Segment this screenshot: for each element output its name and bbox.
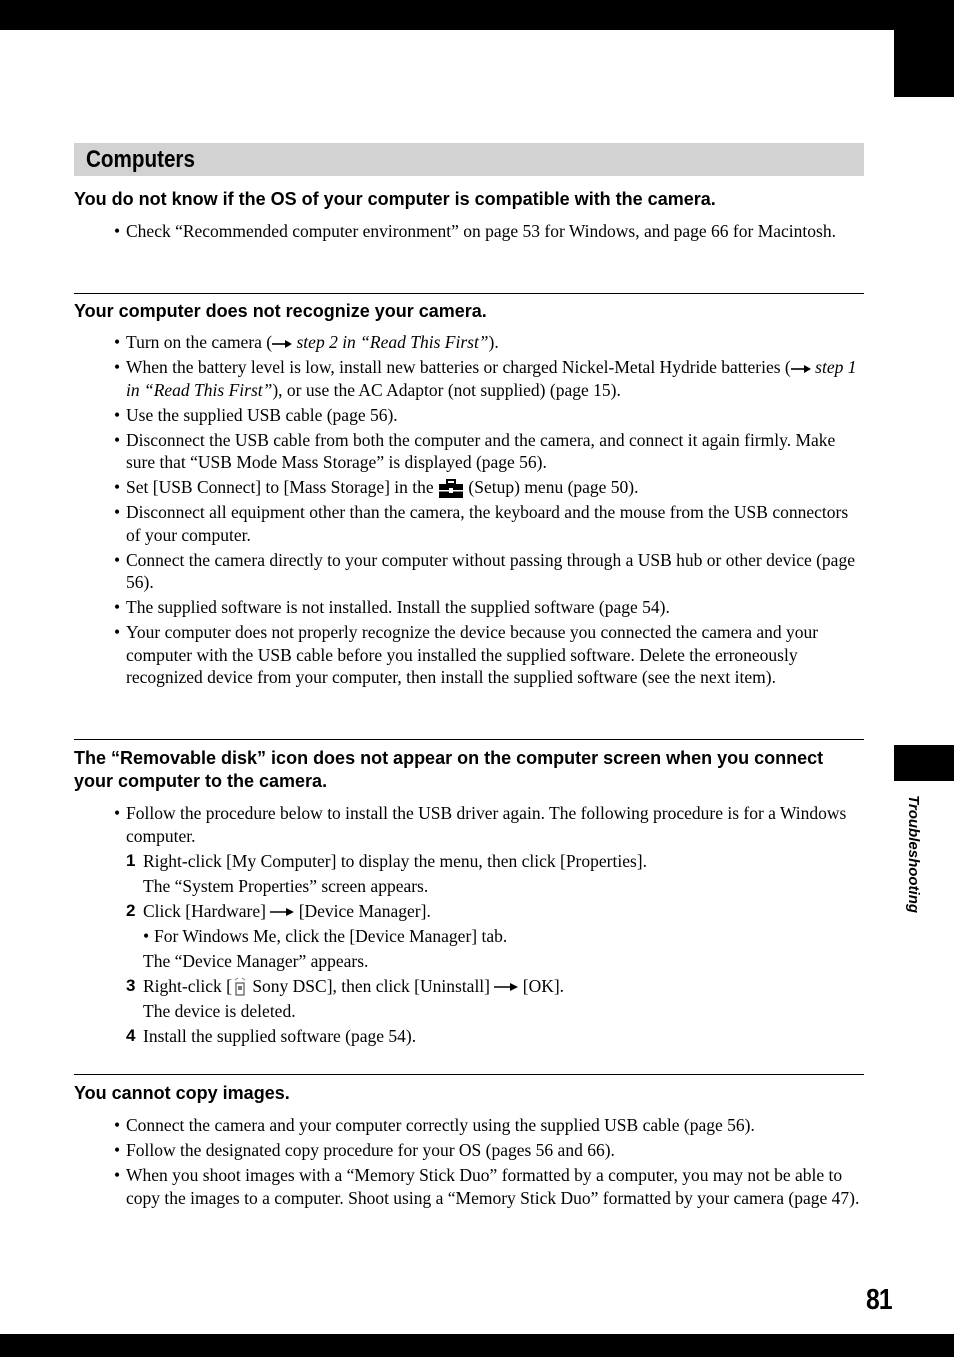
arrow-right-icon: [270, 907, 294, 917]
step-note: • For Windows Me, click the [Device Manager] tab.: [143, 925, 508, 946]
arrow-right-icon: [494, 982, 518, 992]
question-heading: You cannot copy images.: [74, 1083, 290, 1103]
section-title: Computers: [74, 143, 864, 176]
list-item: • Your computer does not properly recognize the device because you connected the camera and your computer with the USB cable before you installed the supplied software. Delete the erroneously recognized device from your computer, then install the supplied software (see the next item).: [114, 622, 819, 688]
arrow-right-icon: [791, 364, 811, 374]
list-item: • Connect the camera and your computer correctly using the supplied USB cable (page 56).: [114, 1115, 755, 1135]
list-item: • Follow the procedure below to install the USB driver again. The following procedure is for a Windows computer.: [114, 803, 847, 846]
procedure-step: 4 Install the supplied software (page 54).: [126, 1025, 417, 1046]
top-black-bar: [0, 0, 954, 30]
toolbox-icon: [438, 479, 464, 499]
list-item: • When you shoot images with a “Memory Stick Duo” formatted by a computer, you may not be able to copy the images to a computer. Shoot using a “Memory Stick Duo” formatted by your camera (page 47).: [114, 1165, 860, 1208]
list-item: • Turn on the camera ( step 2 in “Read This First”).: [114, 332, 499, 352]
chapter-label: Troubleshooting: [905, 795, 922, 914]
procedure-step: 2 Click [Hardware] [Device Manager].: [126, 900, 431, 921]
list-item: • Disconnect the USB cable from both the computer and the camera, and connect it again firmly. Make sure that “USB Mode Mass Storage” is displayed (page 56).: [114, 429, 836, 472]
question-os-compatibility: [74, 188, 864, 245]
camera-device-icon: [232, 977, 248, 997]
divider: [74, 739, 864, 740]
procedure-step: 3 Right-click [ Sony DSC], then click [Uninstall] [OK].: [126, 975, 565, 996]
question-heading: The “Removable disk” icon does not appear on the computer screen when you connect your computer to the camera.: [74, 748, 824, 791]
question-not-recognized: [74, 300, 864, 691]
divider: [74, 1074, 864, 1075]
list-item: • Disconnect all equipment other than the camera, the keyboard and the mouse from the USB connectors of your computer.: [114, 502, 849, 545]
list-item: • Set [USB Connect] to [Mass Storage] in the (Setup) menu (page 50).: [114, 477, 639, 497]
question-removable-disk: [74, 747, 864, 1050]
chapter-tab: [894, 745, 954, 781]
question-heading: Your computer does not recognize your camera.: [74, 301, 487, 321]
list-item: • Use the supplied USB cable (page 56).: [114, 404, 398, 425]
procedure-step: 1 Right-click [My Computer] to display the menu, then click [Properties].: [126, 850, 647, 871]
arrow-right-icon: [272, 339, 292, 349]
question-cannot-copy: [74, 1082, 864, 1212]
question-heading: You do not know if the OS of your computer is compatible with the camera.: [74, 189, 716, 209]
list-item: • The supplied software is not installed. Install the supplied software (page 54).: [114, 597, 670, 618]
step-result: The device is deleted.: [143, 1000, 296, 1021]
corner-tab: [894, 30, 954, 97]
step-result: The “System Properties” screen appears.: [143, 875, 429, 896]
page-number: 81: [866, 1284, 892, 1316]
bottom-black-bar: [0, 1334, 954, 1357]
list-item: • Follow the designated copy procedure for your OS (pages 56 and 66).: [114, 1140, 615, 1160]
step-result: The “Device Manager” appears.: [143, 950, 369, 971]
list-item: • Connect the camera directly to your computer without passing through a USB hub or other device (page 56).: [114, 549, 855, 593]
list-item: • Check “Recommended computer environment” on page 53 for Windows, and page 66 for Macintosh.: [114, 221, 836, 241]
divider: [74, 293, 864, 294]
list-item: • When the battery level is low, install new batteries or charged Nickel-Metal Hydride batteries ( step 1 in “Read This First”), or use the AC Adaptor (not supplied) (page 15).: [114, 357, 857, 400]
